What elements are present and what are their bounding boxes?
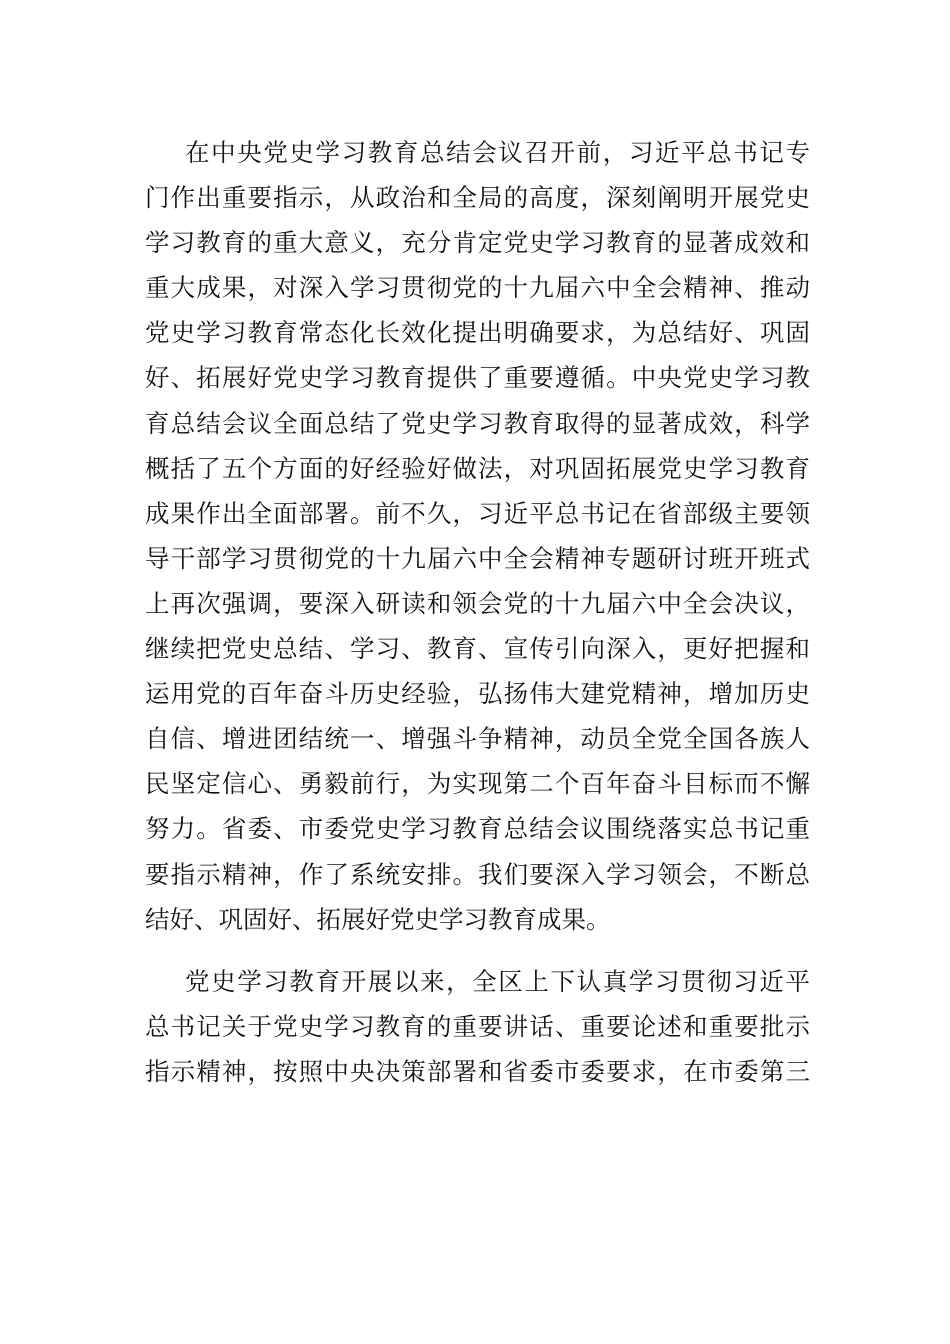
paragraph-line: 结好、巩固好、拓展好党史学习教育成果。 [145, 904, 611, 934]
paragraph-line: 门作出重要指示，从政治和全局的高度，深刻阐明开展党史 [145, 183, 810, 213]
paragraph-line: 党史学习教育常态化长效化提出明确要求，为总结好、巩固 [145, 318, 810, 348]
paragraph-line: 好、拓展好党史学习教育提供了重要遵循。中央党史学习教 [145, 363, 810, 393]
paragraph-line: 民坚定信心、勇毅前行，为实现第二个百年奋斗目标而不懈 [145, 769, 810, 799]
paragraph-2 [145, 959, 810, 1094]
paragraph-1 [145, 130, 810, 942]
paragraph-line: 运用党的百年奋斗历史经验，弘扬伟大建党精神，增加历史 [145, 679, 810, 709]
paragraph-spacer [145, 942, 810, 959]
paragraph-line: 重大成果，对深入学习贯彻党的十九届六中全会精神、推动 [145, 273, 810, 303]
paragraph-line: 在中央党史学习教育总结会议召开前，习近平总书记专 [185, 138, 810, 167]
paragraph-line: 成果作出全面部署。前不久，习近平总书记在省部级主要领 [145, 498, 810, 528]
paragraph-line: 党史学习教育开展以来，全区上下认真学习贯彻习近平 [185, 966, 810, 996]
paragraph-line: 育总结会议全面总结了党史学习教育取得的显著成效，科学 [145, 408, 810, 438]
document-body [145, 130, 810, 1094]
paragraph-line: 导干部学习贯彻党的十九届六中全会精神专题研讨班开班式 [145, 543, 810, 573]
paragraph-line: 继续把党史总结、学习、教育、宣传引向深入，更好把握和 [145, 634, 810, 664]
paragraph-line: 要指示精神，作了系统安排。我们要深入学习领会，不断总 [145, 859, 810, 889]
paragraph-line: 概括了五个方面的好经验好做法，对巩固拓展党史学习教育 [145, 453, 810, 483]
paragraph-line: 上再次强调，要深入研读和领会党的十九届六中全会决议， [145, 588, 810, 618]
paragraph-line: 学习教育的重大意义，充分肯定党史学习教育的显著成效和 [145, 228, 810, 258]
paragraph-line: 总书记关于党史学习教育的重要讲话、重要论述和重要批示 [145, 1011, 810, 1041]
paragraph-line: 自信、增进团结统一、增强斗争精神，动员全党全国各族人 [145, 724, 810, 754]
paragraph-line: 努力。省委、市委党史学习教育总结会议围绕落实总书记重 [145, 814, 810, 844]
paragraph-line: 指示精神，按照中央决策部署和省委市委要求，在市委第三 [145, 1056, 810, 1086]
